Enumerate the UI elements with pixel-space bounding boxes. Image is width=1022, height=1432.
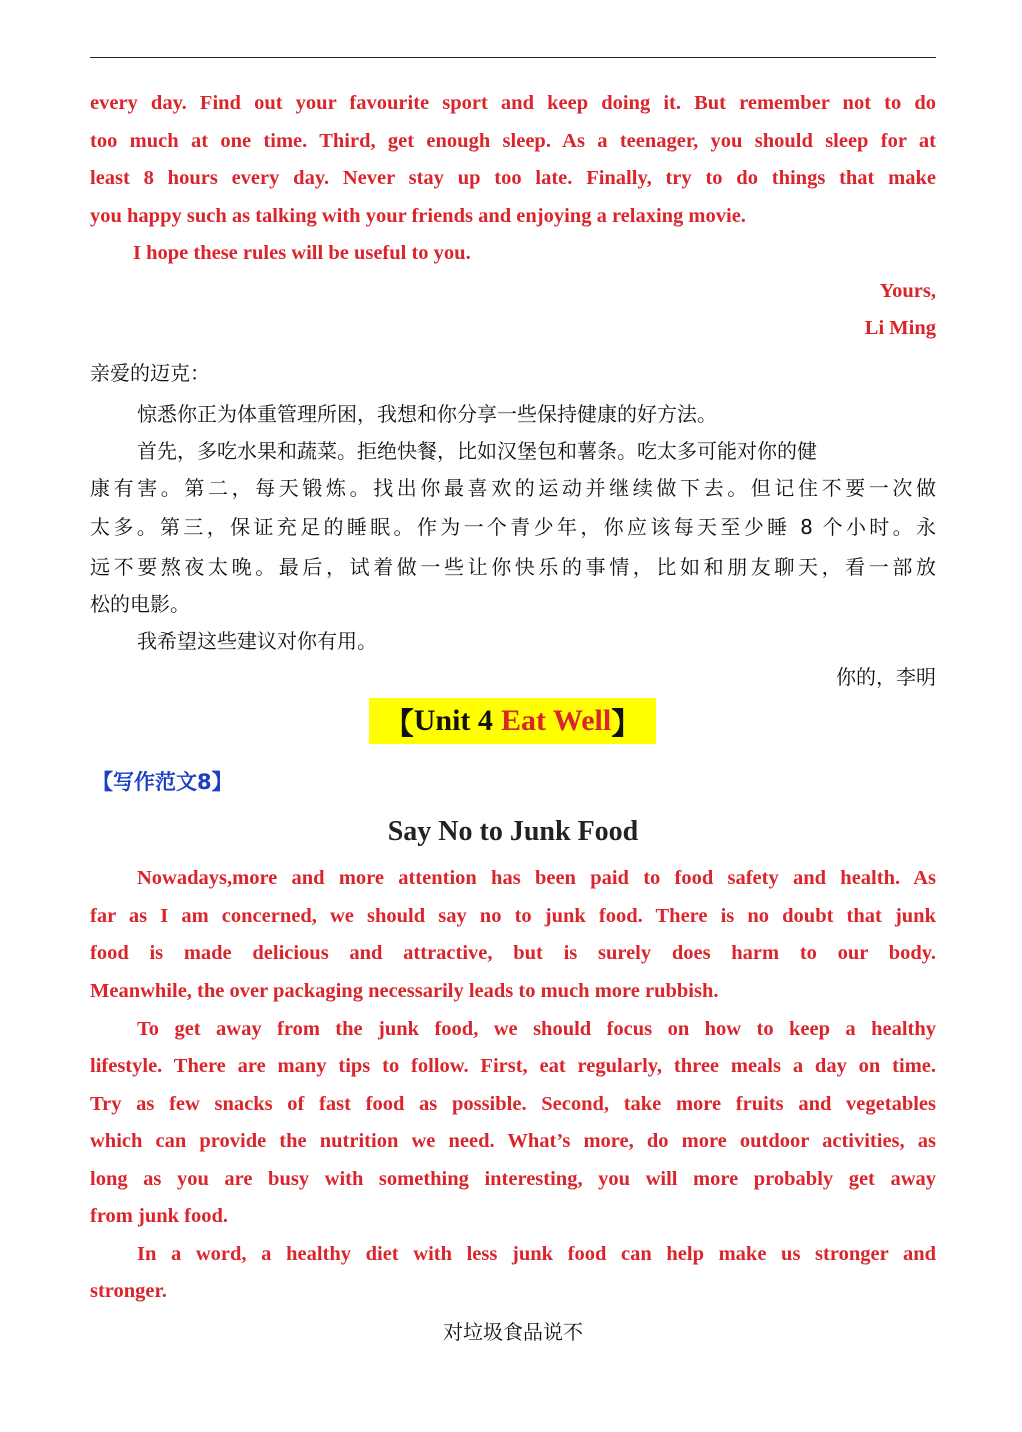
essay-line: from junk food. [90,1205,229,1227]
unit-label: Unit 4 [413,704,493,737]
letter-zh-line: 太多。第三，保证充足的睡眠。作为一个青少年，你应该每天至少睡 8 个小时。永 [90,515,936,539]
letter-en-closing: I hope these rules will be useful to you. [133,242,471,264]
essay-line: long as you are busy with something interesting, you will more probably get away [90,1168,936,1190]
unit-heading [369,698,656,744]
essay-line: far as I am concerned, we should say no to junk food. There is no doubt that junk [90,905,936,927]
essay-line: Nowadays,more and more attention has been paid to food safety and health. As [137,867,936,889]
essay-line: Try as few snacks of fast food as possible. Second, take more fruits and vegetables [90,1093,936,1115]
letter-zh-line: 首先，多吃水果和蔬菜。拒绝快餐，比如汉堡包和薯条。吃太多可能对你的健 [137,439,817,463]
letter-zh-signature: 你的，李明 [836,665,936,689]
letter-zh-line: 康有害。第二，每天锻炼。找出你最喜欢的运动并继续做下去。但记住不要一次做 [90,476,936,500]
essay-line: food is made delicious and attractive, but is surely does harm to our body. [90,942,936,964]
essay-line: To get away from the junk food, we should focus on how to keep a healthy [137,1018,936,1040]
sample-essay-label: 【写作范文8】 [92,770,233,794]
letter-zh-paragraph: 我希望这些建议对你有用。 [137,629,377,653]
essay-zh-title: 对垃圾食品说不 [443,1320,583,1344]
letter-zh-line: 远不要熬夜太晚。最后，试着做一些让你快乐的事情，比如和朋友聊天，看一部放 [90,555,936,579]
essay-line: stronger. [90,1280,167,1302]
unit-name: Eat Well [500,704,612,737]
letter-zh-greeting: 亲爱的迈克： [90,361,210,385]
unit-bracket-open: 【 [383,708,414,741]
letter-zh-line: 松的电影。 [90,592,190,616]
letter-en-line: least 8 hours every day. Never stay up too late. Finally, try to do things that make [90,167,936,189]
letter-en-line: too much at one time. Third, get enough sleep. As a teenager, you should sleep for at [90,130,936,152]
unit-bracket-close: 】 [611,708,642,741]
letter-zh-paragraph: 惊悉你正为体重管理所困，我想和你分享一些保持健康的好方法。 [137,402,717,426]
header-rule [90,57,936,58]
essay-line: In a word, a healthy diet with less junk food can help make us stronger and [137,1243,936,1265]
essay-line: which can provide the nutrition we need. What’s more, do more outdoor activities, as [90,1130,936,1152]
letter-en-signature: Li Ming [864,317,936,339]
essay-line: lifestyle. There are many tips to follow. First, eat regularly, three meals a day on time. [90,1055,936,1077]
letter-en-line: you happy such as talking with your friends and enjoying a relaxing movie. [90,205,746,227]
essay-title: Say No to Junk Food [387,816,639,847]
letter-en-signoff: Yours, [879,280,936,302]
essay-line: Meanwhile, the over packaging necessarily leads to much more rubbish. [90,980,719,1002]
letter-en-line: every day. Find out your favourite sport and keep doing it. But remember not to do [90,92,936,114]
